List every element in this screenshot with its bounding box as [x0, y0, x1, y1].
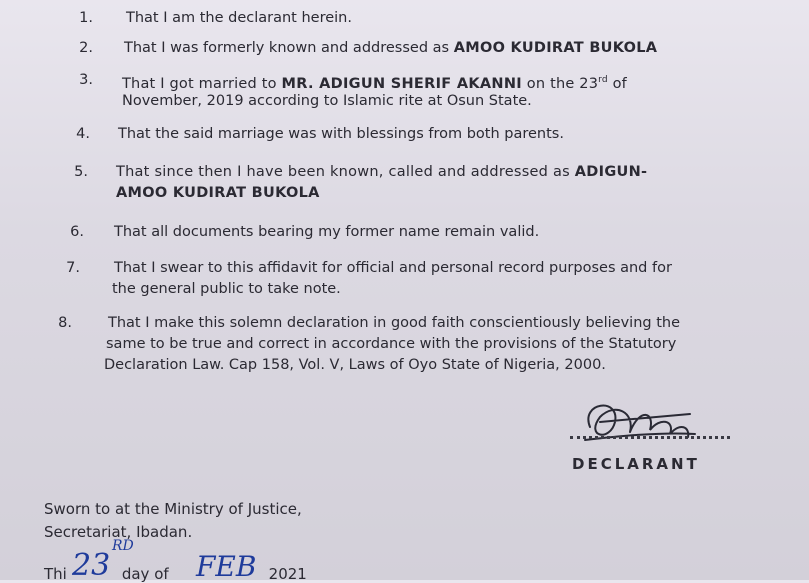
clause-text: That the said marriage was with blessings from both parents. — [118, 126, 564, 142]
spouse-name: MR. ADIGUN SHERIF AKANNI — [281, 75, 522, 92]
clause-number: 3. — [79, 72, 93, 88]
signature-line — [570, 436, 730, 439]
sworn-day-of: day of — [121, 565, 169, 583]
handwritten-day-suffix: RD — [112, 538, 134, 554]
clause-text: That all documents bearing my former name remain valid. — [114, 224, 540, 240]
clause-text-plain: That I was formerly known and addressed as — [124, 40, 454, 56]
clause-text: That I am the declarant herein. — [126, 10, 352, 26]
handwritten-day: 23 — [72, 548, 111, 583]
sworn-line-1: Sworn to at the Ministry of Justice, — [44, 500, 302, 518]
clause-text-plain: of — [607, 75, 627, 92]
clause-number: 4. — [76, 126, 90, 142]
declarant-label: DECLARANT — [572, 455, 700, 473]
new-name-part: ADIGUN- — [574, 164, 648, 180]
clause-text-line1: That I make this solemn declaration in good faith conscientiously believing the — [108, 315, 680, 331]
clause-number: 2. — [79, 40, 93, 56]
clause-number: 8. — [58, 315, 72, 331]
clause-text-line2: same to be true and correct in accordance with the provisions of the Statutory — [106, 336, 677, 352]
clause-text-plain: on the 23 — [521, 75, 599, 92]
clause-text — [124, 38, 657, 59]
clause-text-line3: Declaration Law. Cap 158, Vol. V, Laws of Oyo State of Nigeria, 2000. — [104, 357, 606, 373]
clause-number: 7. — [66, 260, 80, 276]
sworn-line-2: Secretariat, Ibadan. — [44, 523, 193, 541]
sworn-year: 2021 — [268, 565, 307, 583]
clause-text-line1: That I swear to this affidavit for official and personal record purposes and for — [114, 260, 672, 276]
clause-number: 6. — [70, 224, 84, 240]
new-name-rest: AMOO KUDIRAT BUKOLA — [116, 185, 320, 201]
clause-number: 1. — [79, 10, 93, 26]
clause-text-plain: That since then I have been known, called and addressed as — [116, 164, 575, 180]
former-name: AMOO KUDIRAT BUKOLA — [453, 40, 658, 56]
clause-number: 5. — [74, 164, 88, 180]
ordinal-suffix: rd — [598, 75, 608, 85]
clause-text-plain: That I got married to — [122, 75, 282, 92]
clause-text-line2: the general public to take note. — [112, 281, 341, 297]
handwritten-month: FEB — [196, 550, 257, 583]
clause-text-line2: November, 2019 according to Islamic rite at Osun State. — [122, 93, 532, 109]
clause-text-line2 — [116, 183, 320, 204]
sworn-prefix: Thi — [44, 565, 67, 583]
clause-text — [116, 162, 647, 183]
